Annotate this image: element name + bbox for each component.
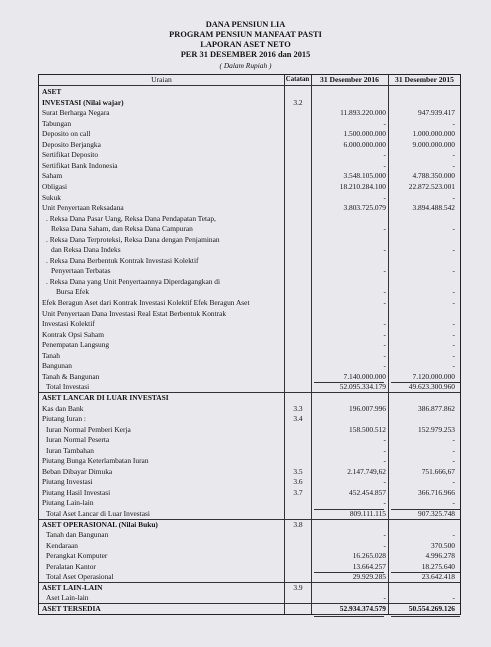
table-row: [39, 404, 460, 414]
table-row: [39, 562, 460, 572]
row-value-2016: 13.664.257: [352, 561, 386, 571]
row-note: 3.4: [293, 414, 303, 424]
row-label: Bangunan: [42, 361, 72, 371]
row-label: Aset Lain-lain: [46, 593, 89, 603]
table-row: [39, 435, 460, 445]
row-label: ASET LAIN-LAIN: [42, 582, 103, 592]
row-value-2016: 7.140.000.000: [343, 371, 386, 381]
row-value-2016: 52.934.374.579: [339, 603, 386, 613]
row-value-2015: -: [452, 593, 455, 603]
col-2016: 31 Desember 2016: [320, 75, 379, 84]
row-value-2015: -: [452, 298, 455, 307]
row-label: Penyertaan Terbatas: [51, 266, 111, 276]
table-row: [39, 193, 460, 203]
row-value-2015: 366.716.966: [418, 487, 455, 497]
row-value-2016: 18.210.284.100: [339, 181, 386, 191]
row-note: 3.6: [293, 477, 303, 487]
row-note: 3.8: [293, 519, 303, 529]
col-catatan: Catatan: [285, 76, 310, 83]
report-title: LAPORAN ASET NETO: [200, 40, 291, 49]
row-value-2016: -: [383, 350, 386, 360]
row-label: Total Investasi: [46, 382, 90, 392]
row-label: ASET LANCAR DI LUAR INVESTASI: [42, 392, 169, 402]
row-label: . Reksa Dana yang Unit Penyertaannya Diperdagangkan di: [46, 276, 221, 286]
row-label: Sertifikat Bank Indonesia: [42, 160, 118, 170]
table-row: [39, 129, 460, 139]
row-value-2015: 50.554.269.126: [408, 603, 455, 613]
table-row: [39, 309, 460, 319]
table-row: [39, 593, 460, 603]
table-row: [39, 182, 460, 192]
row-value-2016: -: [383, 160, 386, 170]
row-value-2015: 907.325.748: [418, 509, 455, 518]
row-value-2015: -: [452, 245, 455, 255]
row-value-2015: -: [452, 224, 455, 234]
table-row: [39, 319, 460, 329]
row-value-2015: -: [452, 266, 455, 276]
row-value-2015: 947.939.417: [418, 108, 455, 118]
row-value-2016: -: [383, 340, 386, 350]
row-value-2015: 751.666,67: [421, 466, 455, 476]
row-value-2016: -: [383, 287, 386, 297]
row-value-2015: -: [452, 319, 455, 329]
row-value-2016: -: [383, 498, 386, 508]
table-row: [39, 425, 460, 435]
col-uraian: Uraian: [151, 75, 172, 84]
row-value-2016: -: [383, 192, 386, 202]
row-value-2016: 11.893.220.000: [340, 108, 386, 118]
row-label: Bursa Efek: [56, 287, 90, 297]
row-label: Kontrak Opsi Saham: [42, 329, 104, 339]
table-row: [39, 119, 460, 129]
row-value-2016: 3.548.105.000: [343, 171, 386, 181]
row-label: Kas dan Bank: [42, 403, 84, 413]
table-row: [39, 330, 460, 340]
row-value-2016: -: [383, 435, 386, 445]
row-label: Peralatan Kantor: [46, 561, 96, 571]
table-row: [39, 161, 460, 171]
row-value-2016: 196.007.996: [349, 403, 386, 413]
row-value-2016: -: [383, 445, 386, 455]
row-value-2016: 52.095.334.179: [339, 382, 386, 392]
row-label: Perangkat Komputer: [46, 551, 108, 561]
row-label: Tabungan: [42, 118, 72, 128]
row-note: 3.2: [293, 97, 303, 107]
row-value-2015: 4.788.350.000: [412, 171, 455, 181]
row-label: Iuran Normal Peserta: [46, 435, 110, 445]
row-label: . Reksa Dana Pasar Uang, Reksa Dana Pendapatan Tetap,: [46, 213, 216, 223]
table-row: [39, 287, 460, 297]
row-label: Obligasi: [42, 181, 68, 191]
row-value-2015: -: [452, 150, 455, 160]
row-value-2016: -: [383, 530, 386, 540]
row-label: Sukuk: [42, 192, 61, 202]
table-row: [39, 235, 460, 245]
row-label: Sertifikat Deposito: [42, 150, 99, 160]
table-row: [39, 583, 460, 593]
table-row: [39, 520, 460, 530]
table-row: [39, 530, 460, 540]
row-value-2016: 29.929.285: [352, 572, 386, 582]
table-row: [39, 224, 460, 234]
table-row: [39, 361, 460, 371]
table-row: [39, 340, 460, 350]
row-value-2015: 18.275.640: [421, 561, 455, 571]
table-row: [39, 572, 460, 582]
row-label: Piutang Bunga Keterlambatan Iuran: [42, 456, 149, 466]
table-row: [39, 98, 460, 108]
row-label: Penempatan Langsung: [42, 340, 110, 350]
row-value-2015: -: [452, 192, 455, 202]
row-label: Piutang Iuran :: [42, 414, 86, 424]
row-value-2016: 3.803.725.079: [343, 203, 386, 213]
row-value-2015: -: [452, 160, 455, 170]
table-row: [39, 372, 460, 382]
row-value-2015: 370.500: [430, 540, 455, 550]
table-row: [39, 140, 460, 150]
row-value-2015: -: [452, 530, 455, 540]
row-value-2015: 22.872.523.001: [408, 181, 455, 191]
row-value-2015: -: [452, 456, 455, 466]
table-row: [39, 266, 460, 276]
row-value-2015: -: [452, 445, 455, 455]
table-row: [39, 414, 460, 424]
currency-unit: ( Dalam Rupiah ): [219, 61, 272, 70]
table-row: [39, 604, 460, 614]
row-value-2016: -: [383, 266, 386, 276]
row-value-2016: -: [383, 540, 386, 550]
table-row: [39, 351, 460, 361]
row-value-2016: -: [383, 329, 386, 339]
row-label: Iuran Tambahan: [46, 445, 94, 455]
row-value-2015: -: [452, 340, 455, 350]
row-note: 3.7: [293, 487, 303, 497]
table-row: [39, 477, 460, 487]
row-value-2016: -: [383, 593, 386, 603]
row-value-2015: -: [452, 498, 455, 508]
row-value-2016: -: [383, 456, 386, 466]
row-label: dan Reksa Dana Indeks: [51, 245, 121, 255]
row-value-2016: 1.500.000.000: [343, 129, 386, 139]
row-label: Tanah & Bangunan: [42, 371, 100, 381]
row-value-2016: 6.000.000.000: [343, 139, 386, 149]
row-label: Efek Beragun Aset dari Kontrak Investasi Kolektif Efek Beragun Aset: [42, 298, 250, 307]
row-value-2016: -: [383, 298, 386, 307]
row-value-2016: 452.454.857: [349, 487, 386, 497]
table-row: [39, 541, 460, 551]
row-value-2016: 2.147.749,62: [347, 466, 386, 476]
table-row: [39, 277, 460, 287]
table-row: [39, 245, 460, 255]
row-label: Investasi Kolektif: [42, 319, 95, 329]
row-value-2015: 3.894.488.542: [412, 203, 455, 213]
row-label: INVESTASI (Nilai wajar): [42, 97, 124, 107]
table-row: [39, 456, 460, 466]
row-note: 3.9: [293, 582, 303, 592]
table-row: [39, 108, 460, 118]
row-label: Deposito Berjangka: [42, 139, 101, 149]
row-note: 3.5: [293, 466, 303, 476]
col-2015: 31 Desember 2015: [395, 75, 454, 84]
row-value-2016: 16.265.028: [352, 551, 386, 561]
row-note: 3.3: [293, 403, 303, 413]
row-value-2015: 23.642.418: [421, 572, 455, 582]
table-row: [39, 256, 460, 266]
row-label: Piutang Hasil Investasi: [42, 487, 111, 497]
row-value-2015: 49.623.300.960: [408, 382, 455, 392]
report-period: PER 31 DESEMBER 2016 dan 2015: [180, 50, 311, 59]
table-row: [39, 171, 460, 181]
table-row: [39, 498, 460, 508]
row-label: Unit Penyertaan Dana Investasi Real Estat Berbentuk Kontrak: [42, 308, 227, 318]
row-label: Total Aset Lancar di Luar Investasi: [46, 509, 150, 518]
table-row: [39, 203, 460, 213]
program-name: PROGRAM PENSIUN MANFAAT PASTI: [169, 30, 322, 39]
row-label: Beban Dibayar Dimuka: [42, 466, 113, 476]
table-row: [39, 382, 460, 392]
table-row: [39, 509, 460, 519]
row-label: Tanah dan Bangunan: [46, 530, 109, 540]
row-value-2015: -: [452, 477, 455, 487]
row-label: ASET TERSEDIA: [42, 603, 101, 613]
table-row: [39, 488, 460, 498]
row-value-2016: -: [383, 224, 386, 234]
row-value-2015: -: [452, 329, 455, 339]
row-label: Reksa Dana Saham, dan Reksa Dana Campuran: [51, 224, 193, 234]
table-row: [39, 467, 460, 477]
row-value-2016: -: [383, 150, 386, 160]
table-row: [39, 298, 460, 308]
row-value-2015: 7.120.000.000: [412, 371, 455, 381]
row-value-2015: 386.877.862: [418, 403, 455, 413]
row-value-2015: 9.000.000.000: [412, 139, 455, 149]
row-value-2015: -: [452, 350, 455, 360]
row-label: Total Aset Operasional: [46, 572, 114, 582]
row-label: Surat Berharga Negara: [42, 108, 110, 118]
row-value-2015: 152.979.253: [418, 424, 455, 434]
row-value-2016: 809.111.115: [349, 509, 386, 518]
table-row: [39, 87, 460, 97]
row-label: . Reksa Dana Berbentuk Kontrak Investasi Kolektif: [46, 255, 199, 265]
net-assets-table: [38, 74, 461, 615]
row-label: Deposito on call: [42, 129, 91, 139]
row-label: Unit Penyertaan Reksadana: [42, 203, 124, 213]
table-row: [39, 446, 460, 456]
row-value-2016: -: [383, 118, 386, 128]
fund-name: DANA PENSIUN LIA: [205, 20, 286, 29]
table-row: [39, 393, 460, 403]
row-value-2016: -: [383, 319, 386, 329]
row-value-2015: 4.996.278: [425, 551, 455, 561]
row-label: Iuran Normal Pemberi Kerja: [46, 424, 131, 434]
row-label: Piutang Lain-lain: [42, 498, 94, 508]
row-label: ASET OPERASIONAL (Nilai Buku): [42, 519, 158, 529]
row-value-2016: -: [383, 361, 386, 371]
row-value-2015: -: [452, 118, 455, 128]
row-value-2015: -: [452, 361, 455, 371]
row-value-2015: -: [452, 287, 455, 297]
table-row: [39, 214, 460, 224]
table-row: [39, 150, 460, 160]
row-value-2015: 1.000.000.000: [412, 129, 455, 139]
table-row: [39, 551, 460, 561]
row-label: ASET: [42, 87, 62, 96]
row-label: Piutang Investasi: [42, 477, 93, 487]
row-label: Saham: [42, 171, 63, 181]
row-value-2016: 158.500.512: [349, 424, 386, 434]
row-value-2016: -: [383, 477, 386, 487]
row-label: Tanah: [42, 350, 60, 360]
row-value-2015: -: [452, 435, 455, 445]
row-label: Kendaraan: [46, 540, 79, 550]
row-label: . Reksa Dana Terproteksi, Reksa Dana dengan Penjaminan: [46, 234, 220, 244]
row-value-2016: -: [383, 245, 386, 255]
